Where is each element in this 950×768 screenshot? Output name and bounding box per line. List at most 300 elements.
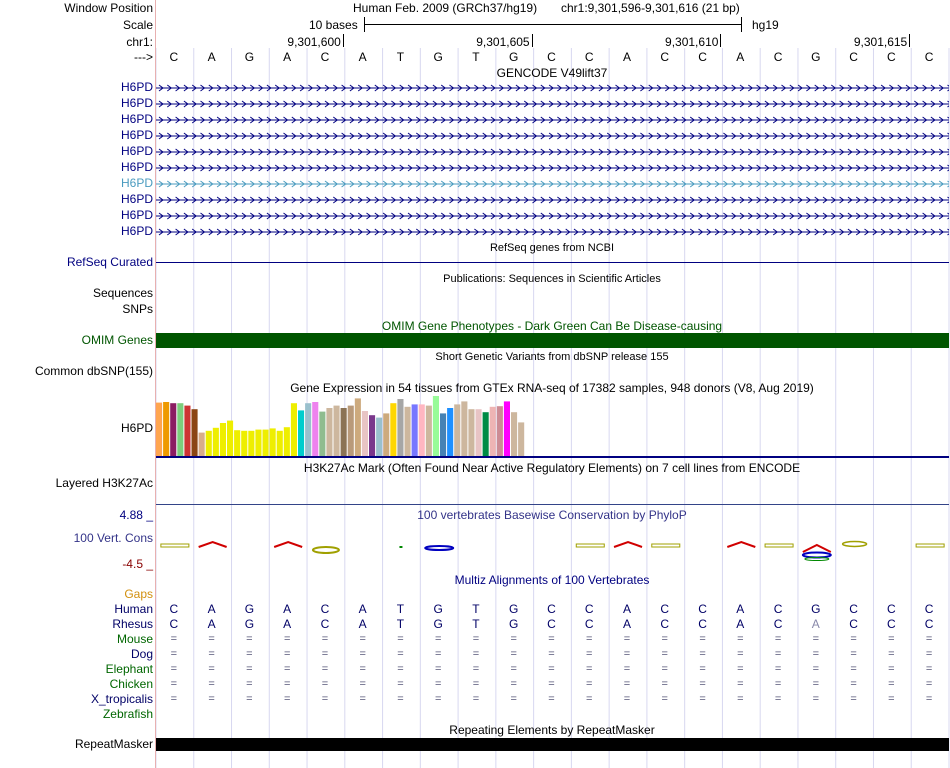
gtex-tissue-bar [298, 410, 304, 456]
multiz-base: = [774, 648, 782, 660]
base-letter: C [660, 50, 670, 64]
gtex-tissue-bar [405, 407, 411, 456]
multiz-base: G [433, 617, 443, 631]
multiz-base: = [812, 693, 820, 705]
multiz-base: = [321, 678, 329, 690]
gtex-tissue-bar [312, 402, 318, 456]
multiz-base: = [434, 663, 442, 675]
multiz-base: A [736, 602, 745, 616]
gtex-tissue-bar [397, 399, 403, 456]
gtex-tissue-bar [355, 398, 361, 456]
multiz-species-label[interactable]: Elephant [105, 662, 153, 676]
gtex-tissue-bar [177, 403, 183, 456]
multiz-base: = [737, 633, 744, 645]
multiz-base: = [359, 693, 366, 705]
multiz-base: = [623, 678, 631, 690]
multiz-base: C [698, 617, 707, 631]
phylop-glyph [765, 544, 793, 547]
multiz-base: C [547, 617, 556, 631]
gtex-tissue-bar [241, 431, 247, 456]
phylop-logo[interactable] [156, 536, 949, 564]
multiz-base: = [812, 648, 820, 660]
multiz-base: G [509, 617, 519, 631]
gtex-tissue-bar [376, 418, 382, 456]
multiz-base: = [283, 648, 291, 660]
phylop-glyph [425, 546, 453, 550]
multiz-base: C [169, 617, 179, 631]
coord-tick-label: 9,301,600 [287, 35, 341, 49]
multiz-base: = [737, 693, 744, 705]
refseq-title: RefSeq genes from NCBI [489, 242, 615, 254]
gtex-tissue-bar [184, 406, 190, 456]
multiz-base: = [397, 648, 404, 660]
multiz-base: = [510, 663, 517, 675]
multiz-base: T [472, 617, 480, 631]
gencode-transcript-line[interactable] [156, 115, 949, 125]
multiz-base: = [925, 663, 933, 675]
multiz-base: = [623, 648, 631, 660]
base-letter: G [811, 50, 821, 64]
coord-tick-label: 9,301,615 [853, 35, 908, 49]
refseq-label[interactable]: RefSeq Curated [66, 255, 153, 269]
multiz-base: = [586, 663, 593, 675]
multiz-base: = [510, 633, 517, 645]
multiz-base: = [359, 678, 366, 690]
multiz-base: = [208, 693, 215, 705]
base-letter: T [396, 50, 405, 64]
gtex-tissue-bar [461, 401, 467, 456]
gencode-transcript-line[interactable] [156, 227, 949, 237]
multiz-base: = [812, 678, 820, 690]
multiz-base: = [699, 678, 706, 690]
publications-snps-label[interactable]: SNPs [122, 302, 153, 316]
multiz-species-label[interactable]: X_tropicalis [90, 692, 153, 706]
multiz-base: = [283, 633, 291, 645]
gtex-bar-chart[interactable] [156, 395, 556, 457]
base-letter: A [207, 50, 216, 64]
gencode-transcript-label[interactable]: H6PD [120, 80, 153, 94]
multiz-base: = [925, 678, 933, 690]
multiz-base: C [849, 617, 858, 631]
gtex-tissue-bar [220, 423, 226, 456]
omim-bar[interactable] [156, 333, 949, 348]
multiz-base: = [888, 663, 895, 675]
position-text: chr1:9,301,596-9,301,616 (21 bp) [561, 1, 740, 15]
multiz-base: C [660, 602, 670, 616]
multiz-base: T [396, 602, 405, 616]
gtex-tissue-bar [348, 406, 354, 456]
multiz-base: = [321, 663, 329, 675]
multiz-base: = [170, 633, 178, 645]
gtex-tissue-bar [440, 413, 446, 456]
coord-tick-label: 9,301,610 [665, 35, 719, 49]
phylop-title: 100 vertebrates Basewise Conservation by PhyloP [417, 508, 687, 522]
multiz-base: = [397, 678, 404, 690]
multiz-base: = [246, 678, 253, 690]
multiz-base: = [359, 648, 366, 660]
multiz-species-label[interactable]: Human [114, 602, 153, 616]
multiz-base: = [510, 693, 517, 705]
phylop-glyph [805, 558, 829, 561]
multiz-species-label[interactable]: Mouse [116, 632, 153, 646]
omim-label[interactable]: OMIM Genes [81, 333, 153, 347]
gtex-tissue-bar [334, 406, 340, 456]
multiz-base: = [661, 648, 668, 660]
multiz-base: C [849, 602, 858, 616]
multiz-base: = [359, 633, 366, 645]
gtex-tissue-bar [206, 431, 212, 456]
gtex-tissue-bar [263, 430, 269, 456]
multiz-base: = [699, 693, 706, 705]
multiz-base: G [244, 602, 255, 616]
omim-title: OMIM Gene Phenotypes - Dark Green Can Be Disease-causing [381, 319, 723, 333]
gtex-tissue-bar [284, 427, 290, 456]
multiz-species-label[interactable]: Zebrafish [102, 707, 153, 721]
multiz-base: G [509, 602, 519, 616]
multiz-base: = [510, 678, 517, 690]
gtex-tissue-bar [255, 430, 261, 456]
multiz-base: = [208, 633, 215, 645]
multiz-base: = [170, 693, 178, 705]
phylop-glyph [916, 544, 944, 547]
multiz-base: = [434, 693, 442, 705]
multiz-base: = [170, 663, 178, 675]
gtex-tissue-bar [362, 411, 368, 456]
multiz-base: C [924, 617, 934, 631]
multiz-base: A [207, 617, 216, 631]
base-letter: A [736, 50, 745, 64]
multiz-base: = [661, 633, 668, 645]
multiz-base: = [246, 693, 253, 705]
gencode-transcript-label[interactable]: H6PD [120, 176, 153, 190]
h3k27ac-label[interactable]: Layered H3K27Ac [55, 476, 153, 490]
scale-bar-right-tick [741, 17, 742, 32]
multiz-base: = [246, 648, 253, 660]
gtex-tissue-bar [234, 430, 240, 456]
multiz-base: = [925, 693, 933, 705]
multiz-base: = [812, 633, 820, 645]
multiz-base: C [169, 602, 179, 616]
multiz-base: C [773, 602, 783, 616]
window-position-label: Window Position [64, 1, 153, 15]
multiz-base: = [888, 693, 895, 705]
gtex-tissue-bar [277, 431, 283, 456]
gtex-baseline [156, 456, 949, 458]
multiz-base: = [737, 663, 744, 675]
multiz-base: = [548, 663, 555, 675]
multiz-base: = [283, 663, 291, 675]
gtex-tissue-bar [483, 412, 489, 456]
gtex-tissue-bar [270, 428, 276, 456]
strand-label: ---> [134, 50, 153, 64]
multiz-base: = [472, 633, 480, 645]
gtex-tissue-bar [291, 403, 297, 456]
multiz-base: C [698, 602, 707, 616]
multiz-base: = [472, 693, 480, 705]
phylop-glyph [199, 542, 227, 547]
multiz-base: C [887, 602, 896, 616]
gtex-tissue-bar [156, 403, 162, 456]
multiz-base: G [244, 617, 255, 631]
multiz-base: = [774, 678, 782, 690]
gtex-tissue-bar [170, 403, 176, 456]
multiz-base: = [623, 693, 631, 705]
multiz-base: = [623, 663, 631, 675]
multiz-base: = [472, 663, 480, 675]
multiz-base: = [661, 678, 668, 690]
base-letter: C [924, 50, 934, 64]
multiz-base: = [850, 633, 857, 645]
gtex-tissue-bar [504, 401, 510, 456]
dbsnp-label[interactable]: Common dbSNP(155) [34, 364, 153, 378]
phylop-glyph [803, 545, 831, 552]
coord-tick-mark [343, 34, 344, 47]
gencode-transcript-line[interactable] [156, 99, 949, 109]
publications-sequences-label[interactable]: Sequences [92, 286, 153, 300]
assembly-text: Human Feb. 2009 (GRCh37/hg19) [353, 1, 538, 15]
gencode-transcript-line[interactable] [156, 179, 949, 189]
gencode-transcript-line[interactable] [156, 163, 949, 173]
base-letter: C [547, 50, 556, 64]
base-letter: C [169, 50, 179, 64]
multiz-base: = [737, 648, 744, 660]
multiz-base: C [584, 602, 594, 616]
multiz-species-label[interactable]: Rhesus [112, 617, 153, 631]
multiz-base: = [812, 663, 820, 675]
multiz-species-label[interactable]: Dog [130, 647, 153, 661]
gencode-transcript-label[interactable]: H6PD [120, 208, 153, 222]
multiz-base: = [548, 678, 555, 690]
multiz-base: = [586, 678, 593, 690]
gtex-tissue-bar [454, 404, 460, 456]
multiz-base: = [661, 663, 668, 675]
gtex-tissue-bar [369, 415, 375, 456]
phylop-glyph [274, 542, 302, 547]
scale-bar [364, 24, 742, 25]
multiz-base: = [321, 693, 329, 705]
multiz-base: T [396, 617, 405, 631]
base-letter: G [433, 50, 443, 64]
gencode-transcript-line[interactable] [156, 131, 949, 141]
phylop-glyph [161, 544, 189, 547]
base-letter: G [509, 50, 519, 64]
multiz-base: = [661, 693, 668, 705]
multiz-base: = [208, 663, 215, 675]
multiz-base: = [774, 633, 782, 645]
gencode-transcript-label[interactable]: H6PD [120, 112, 153, 126]
gtex-tissue-bar [213, 428, 219, 456]
coord-tick-mark [720, 34, 721, 47]
gencode-transcript-line[interactable] [156, 211, 949, 221]
phylop-min: -4.5 _ [122, 557, 153, 571]
multiz-base: = [434, 648, 442, 660]
scale-bar-left-tick [364, 17, 365, 32]
publications-title: Publications: Sequences in Scientific Articles [443, 273, 661, 285]
coord-tick-label: 9,301,605 [476, 35, 530, 49]
multiz-base: = [472, 648, 480, 660]
base-letter: A [623, 50, 632, 64]
multiz-base: C [887, 617, 896, 631]
gtex-label[interactable]: H6PD [120, 421, 153, 435]
base-letter: C [849, 50, 858, 64]
phylop-glyph [727, 542, 755, 547]
multiz-base: = [321, 633, 329, 645]
gtex-tissue-bar [383, 413, 389, 456]
multiz-base: C [320, 617, 330, 631]
multiz-base: = [699, 648, 706, 660]
multiz-base: = [737, 678, 744, 690]
gtex-tissue-bar [192, 409, 198, 456]
multiz-base: = [850, 663, 857, 675]
multiz-base: = [623, 633, 631, 645]
h3k27ac-baseline [156, 504, 949, 505]
h3k27ac-title: H3K27Ac Mark (Often Found Near Active Regulatory Elements) on 7 cell lines from ENCODE [303, 461, 801, 475]
multiz-base: = [774, 693, 782, 705]
gtex-tissue-bar [199, 433, 205, 456]
refseq-line[interactable] [156, 262, 949, 263]
gencode-transcript-label[interactable]: H6PD [120, 224, 153, 238]
gtex-tissue-bar [468, 409, 474, 456]
multiz-base: A [358, 602, 367, 616]
base-letter: C [887, 50, 896, 64]
multiz-base: = [246, 633, 253, 645]
repeatmasker-label[interactable]: RepeatMasker [74, 737, 153, 751]
multiz-base: = [888, 648, 895, 660]
base-letter: C [698, 50, 707, 64]
multiz-base: = [472, 678, 480, 690]
multiz-base: = [246, 663, 253, 675]
phylop-label[interactable]: 100 Vert. Cons [73, 531, 153, 545]
phylop-max: 4.88 _ [119, 508, 153, 522]
scale-label: Scale [122, 18, 153, 32]
gtex-tissue-bar [305, 403, 311, 456]
multiz-base: G [433, 602, 443, 616]
phylop-glyph [576, 544, 604, 547]
multiz-base: = [888, 678, 895, 690]
multiz-base: = [699, 663, 706, 675]
multiz-base: = [850, 648, 857, 660]
multiz-base: A [283, 617, 292, 631]
multiz-base: C [584, 617, 594, 631]
multiz-base: = [283, 693, 291, 705]
gencode-transcript-line[interactable] [156, 83, 949, 93]
multiz-base: C [924, 602, 934, 616]
phylop-glyph [803, 553, 831, 558]
multiz-base: = [397, 633, 404, 645]
multiz-base: A [283, 602, 292, 616]
multiz-species-label[interactable]: Chicken [109, 677, 153, 691]
multiz-base: C [773, 617, 783, 631]
base-letter: A [283, 50, 292, 64]
multiz-base: C [547, 602, 556, 616]
multiz-base: C [660, 617, 670, 631]
gtex-tissue-bar [248, 431, 254, 456]
multiz-base: = [586, 693, 593, 705]
multiz-base: A [623, 617, 632, 631]
gencode-title: GENCODE V49lift37 [496, 66, 608, 80]
gtex-tissue-bar [326, 408, 332, 456]
gtex-tissue-bar [518, 422, 524, 456]
multiz-gaps-label[interactable]: Gaps [124, 587, 153, 601]
multiz-base: = [586, 633, 593, 645]
phylop-glyph [652, 544, 680, 547]
gencode-transcript-label[interactable]: H6PD [120, 128, 153, 142]
multiz-base: = [170, 678, 178, 690]
gtex-tissue-bar [390, 403, 396, 456]
gencode-transcript-label[interactable]: H6PD [120, 160, 153, 174]
phylop-glyph [614, 542, 642, 547]
multiz-base: C [320, 602, 330, 616]
gtex-tissue-bar [419, 404, 425, 456]
base-letter: G [244, 50, 255, 64]
multiz-base: T [472, 602, 480, 616]
gencode-transcript-label[interactable]: H6PD [120, 192, 153, 206]
db-text: hg19 [752, 18, 779, 32]
gencode-transcript-label[interactable]: H6PD [120, 144, 153, 158]
gtex-tissue-bar [476, 409, 482, 456]
multiz-base: = [434, 678, 442, 690]
scale-text: 10 bases [309, 18, 358, 32]
multiz-base: = [548, 633, 555, 645]
multiz-base: = [397, 693, 404, 705]
phylop-glyph [399, 546, 402, 548]
base-letter: A [358, 50, 367, 64]
multiz-title: Multiz Alignments of 100 Vertebrates [454, 573, 650, 587]
multiz-base: = [850, 693, 857, 705]
gencode-transcript-line[interactable] [156, 147, 949, 157]
multiz-base: = [510, 648, 517, 660]
gencode-transcript-line[interactable] [156, 195, 949, 205]
multiz-base: = [699, 633, 706, 645]
multiz-base: A [623, 602, 632, 616]
base-letter: C [773, 50, 783, 64]
base-letter: C [320, 50, 330, 64]
multiz-base: = [359, 663, 366, 675]
chrom-label: chr1: [126, 35, 153, 49]
repeatmasker-title: Repeating Elements by RepeatMasker [449, 723, 655, 737]
repeatmasker-bar[interactable] [156, 738, 949, 751]
multiz-base: = [397, 663, 404, 675]
gtex-tissue-bar [490, 407, 496, 456]
multiz-base: = [925, 648, 933, 660]
phylop-glyph [843, 542, 867, 547]
base-letter: T [472, 50, 480, 64]
gtex-tissue-bar [511, 412, 517, 456]
multiz-base: = [888, 633, 895, 645]
dbsnp-title: Short Genetic Variants from dbSNP release 155 [435, 351, 669, 363]
multiz-base: A [811, 617, 820, 631]
multiz-base: G [811, 602, 821, 616]
multiz-base: = [208, 648, 215, 660]
multiz-base: = [208, 678, 215, 690]
multiz-base: = [170, 648, 178, 660]
gtex-tissue-bar [497, 406, 503, 456]
multiz-base: A [358, 617, 367, 631]
multiz-base: = [283, 678, 291, 690]
multiz-base: = [925, 633, 933, 645]
multiz-base: = [321, 648, 329, 660]
gtex-tissue-bar [433, 396, 439, 456]
gtex-title: Gene Expression in 54 tissues from GTEx RNA-seq of 17382 samples, 948 donors (V8, Aug 2019) [290, 381, 814, 395]
gtex-tissue-bar [447, 408, 453, 456]
multiz-base: = [548, 648, 555, 660]
multiz-base: A [736, 617, 745, 631]
coord-tick-mark [909, 34, 910, 47]
gencode-transcript-label[interactable]: H6PD [120, 96, 153, 110]
gtex-tissue-bar [227, 421, 233, 456]
coord-tick-mark [532, 34, 533, 47]
gtex-tissue-bar [319, 412, 325, 456]
